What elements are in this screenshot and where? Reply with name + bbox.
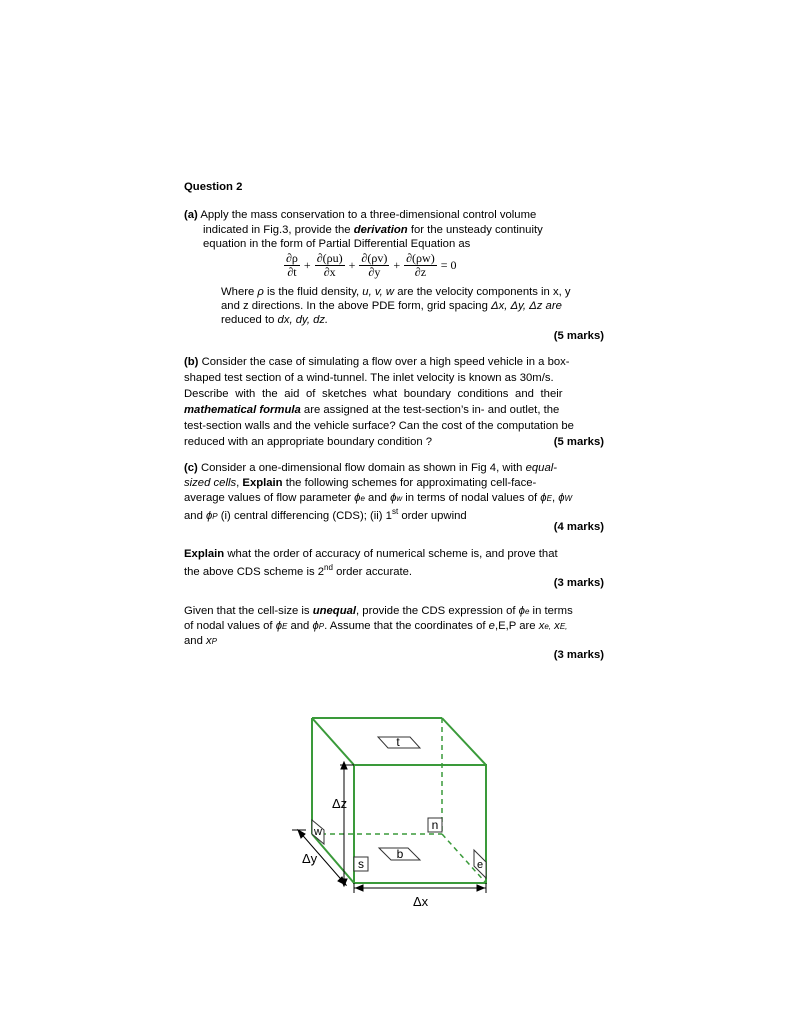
eq-term-3: $\frac{\partial(\rho v)}{\partial y}$	[361, 251, 388, 279]
svg-text:s: s	[358, 857, 364, 871]
part-e-line-3: and xP	[184, 635, 217, 647]
part-d-line-2: the above CDS scheme is 2nd order accurate.	[184, 563, 413, 578]
part-b-line-5: test-section walls and the vehicle surface? Can the cost of the computation be	[184, 420, 574, 432]
part-a-where-line-1: Where ρ is the fluid density, u, v, w are the velocity components in x, y	[221, 286, 571, 298]
part-d-marks: (3 marks)	[553, 577, 604, 589]
part-a-marks: (5 marks)	[553, 330, 604, 342]
svg-text:w: w	[314, 826, 322, 838]
face-e-label	[474, 850, 486, 878]
continuity-equation: $\frac{\partial\rho}{\partial t}$ + $\frac{\partial(\rho u)}{\partial x}$ + $\frac{\partial(\rho v)}{\partial y}$ + $\frac{\partial(\rho w)}{\partial z}$ = 0	[286, 251, 457, 279]
part-e-marks: (3 marks)	[553, 649, 604, 661]
eq-term-2: $\frac{\partial(\rho u)}{\partial x}$	[316, 251, 343, 279]
part-c-marks: (4 marks)	[553, 521, 604, 533]
part-b-line-2: shaped test section of a wind-tunnel. The inlet velocity is known as 30m/s.	[184, 372, 554, 384]
face-t-label	[378, 735, 420, 749]
part-c-label: (c)	[184, 462, 198, 474]
part-c-line-2: sized cells, Explain the following schemes for approximating cell-face-	[184, 477, 537, 489]
face-b-label	[379, 847, 420, 861]
part-d-line-1: Explain what the order of accuracy of numerical scheme is, and prove that	[184, 548, 558, 560]
question-title: Question 2	[184, 181, 243, 193]
dz-label: Δz	[332, 796, 348, 811]
svg-text:e: e	[476, 859, 484, 871]
part-b-line-1: (b) Consider the case of simulating a flow over a high speed vehicle in a box-	[184, 356, 570, 368]
part-b-line-4: mathematical formula are assigned at the test-section’s in- and outlet, the	[184, 404, 560, 416]
face-s-label	[354, 857, 368, 871]
face-n-label	[428, 818, 442, 832]
part-c-line-3: average values of flow parameter ϕe and ϕw in terms of nodal values of ϕE, ϕW	[184, 492, 573, 504]
part-e-line-1: Given that the cell-size is unequal, provide the CDS expression of ϕe in terms	[184, 605, 573, 617]
part-c-line-4: and ϕP (i) central differencing (CDS); (ii) 1st order upwind	[184, 507, 467, 522]
part-a-line-1	[184, 209, 536, 221]
part-b-line-3: Describe with the aid of sketches what boundary conditions and their	[184, 388, 563, 400]
svg-text:n: n	[431, 818, 439, 832]
derivation-emphasis: derivation	[353, 224, 408, 236]
part-a-line-3: equation in the form of Partial Differential Equation as	[203, 238, 471, 250]
dy-label: Δy	[302, 851, 318, 866]
part-a-where-line-3: reduced to dx, dy, dz.	[221, 314, 329, 326]
part-a-label: (a)	[184, 209, 198, 221]
eq-rhs: = 0	[440, 258, 457, 272]
part-a-text-1: Apply the mass conservation to a three-dimensional control volume	[200, 209, 537, 221]
part-e-line-2: of nodal values of ϕE and ϕP. Assume that the coordinates of e,E,P are xe, xE,	[184, 620, 568, 632]
eq-plus: +	[303, 258, 311, 272]
control-volume-figure	[280, 710, 510, 910]
eq-term-1: $\frac{\partial\rho}{\partial t}$	[286, 251, 298, 279]
part-b-line-6: reduced with an appropriate boundary condition ?	[184, 436, 433, 448]
eq-term-4: $\frac{\partial(\rho w)}{\partial z}$	[406, 251, 435, 279]
part-a-where-line-2: and z directions. In the above PDE form, grid spacing Δx, Δy, Δz are	[221, 300, 562, 312]
math-formula-emphasis: mathematical formula	[184, 404, 301, 416]
part-c-line-1: (c) Consider a one-dimensional flow domain as shown in Fig 4, with equal-	[184, 462, 557, 474]
part-b-label: (b)	[184, 356, 199, 368]
part-a-line-2: indicated in Fig.3, provide the derivation for the unsteady continuity	[203, 224, 543, 236]
svg-text:b: b	[396, 847, 404, 861]
svg-text:t: t	[396, 735, 400, 749]
dx-label: Δx	[413, 894, 429, 909]
part-b-marks: (5 marks)	[553, 436, 604, 448]
